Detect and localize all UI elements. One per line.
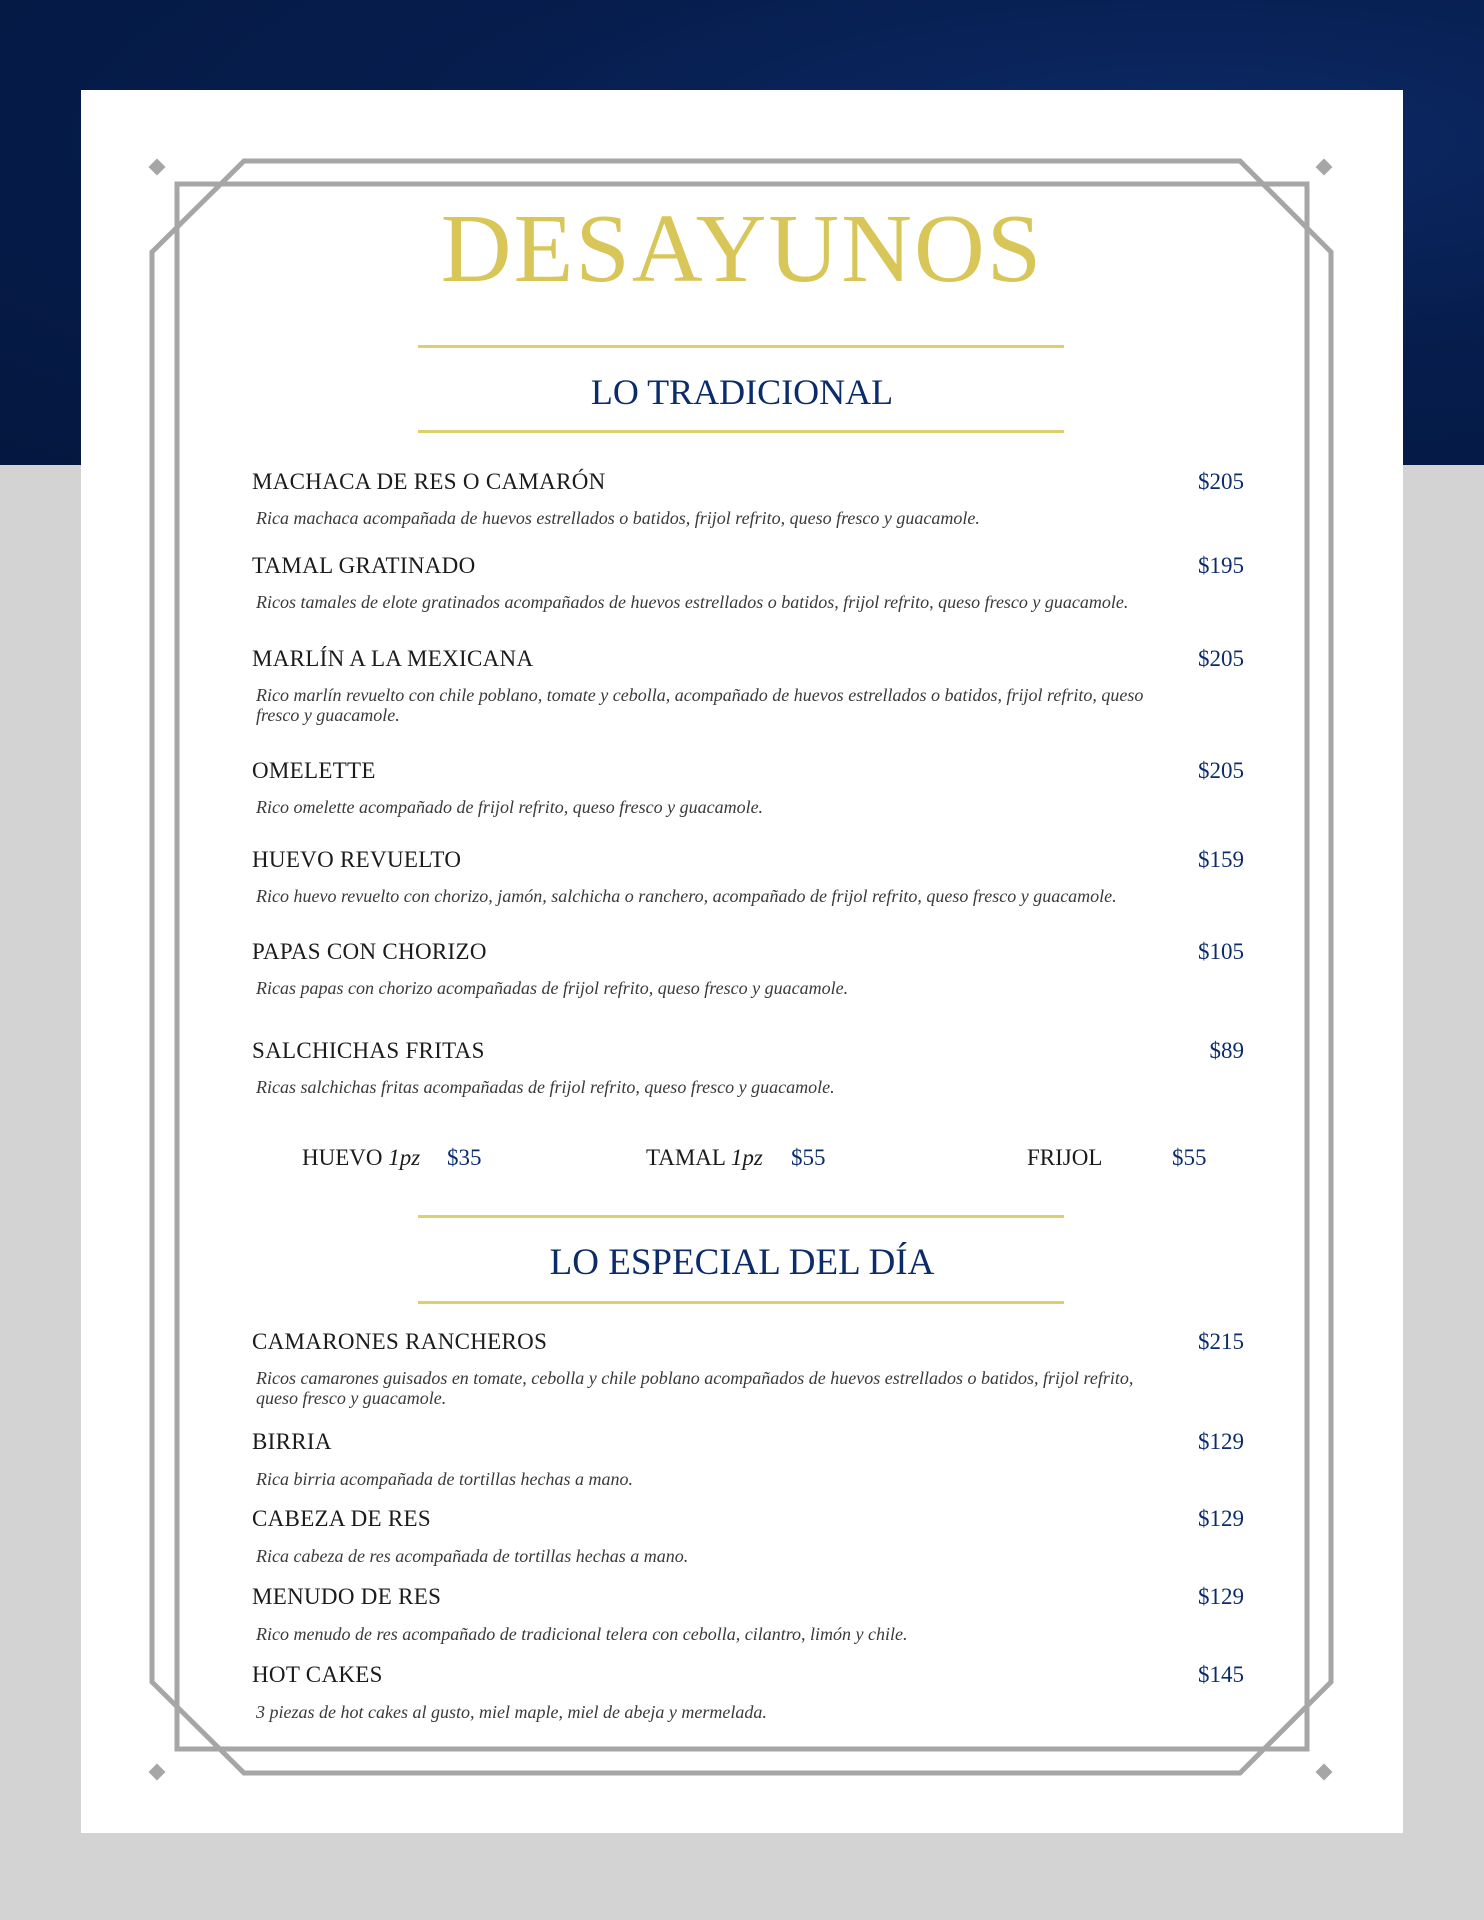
menu-item-price: $205 [1198, 646, 1244, 671]
menu-item-price: $129 [1198, 1506, 1244, 1531]
menu-item-description: Rico marlín revuelto con chile poblano, tomate y cebolla, acompañado de huevos estrellados o batidos, frijol refrito, queso fresco y guacamole. [256, 685, 1144, 725]
section-title-especial: LO ESPECIAL DEL DÍA [549, 1242, 935, 1283]
extra-item-price: $35 [447, 1145, 482, 1170]
gold-divider [418, 1215, 1064, 1218]
menu-item-price: $215 [1198, 1329, 1244, 1354]
gold-divider [418, 1301, 1064, 1304]
menu-item-description: Rica birria acompañada de tortillas hechas a mano. [256, 1469, 633, 1489]
menu-item-price: $105 [1198, 939, 1244, 964]
menu-title: DESAYUNOS [440, 195, 1044, 303]
menu-item-description: Rico huevo revuelto con chorizo, jamón, salchicha o ranchero, acompañado de frijol refrito, queso fresco y guacamole. [256, 886, 1117, 906]
menu-item-name: MENUDO DE RES [252, 1584, 442, 1609]
gold-divider [418, 430, 1064, 433]
section-title-tradicional: LO TRADICIONAL [590, 372, 894, 412]
menu-item-price: $145 [1198, 1662, 1244, 1687]
menu-item-description: Rico omelette acompañado de frijol refrito, queso fresco y guacamole. [256, 797, 764, 817]
extra-item-price: $55 [1172, 1145, 1207, 1170]
menu-item-name: OMELETTE [252, 758, 376, 783]
menu-item-price: $89 [1209, 1038, 1244, 1063]
menu-item-name: HOT CAKES [252, 1662, 383, 1687]
menu-item-price: $129 [1198, 1429, 1244, 1454]
menu-item-description: Rico menudo de res acompañado de tradicional telera con cebolla, cilantro, limón y chile. [256, 1624, 908, 1644]
menu-item-name: CABEZA DE RES [252, 1506, 431, 1531]
menu-item-name: TAMAL GRATINADO [252, 553, 476, 578]
menu-item-price: $195 [1198, 553, 1244, 578]
menu-item-name: BIRRIA [252, 1429, 332, 1454]
menu-item-description: Ricas salchichas fritas acompañadas de frijol refrito, queso fresco y guacamole. [256, 1077, 835, 1097]
menu-item-price: $129 [1198, 1584, 1244, 1609]
extra-item-name: HUEVO [302, 1145, 383, 1170]
menu-item-name: MACHACA DE RES O CAMARÓN [252, 469, 606, 494]
extra-item-qty: 1pz [730, 1145, 763, 1170]
extra-item-name: TAMAL [646, 1145, 726, 1170]
menu-item-description: Rica cabeza de res acompañada de tortillas hechas a mano. [256, 1546, 689, 1566]
extra-item [1027, 1146, 1102, 1169]
extra-item-price: $55 [791, 1145, 826, 1170]
extra-item [646, 1146, 763, 1169]
menu-item-description: Ricos tamales de elote gratinados acompañados de huevos estrellados o batidos, frijol refrito, queso fresco y guacamole. [256, 592, 1129, 612]
menu-item-price: $205 [1198, 469, 1244, 494]
extra-item-qty: 1pz [388, 1145, 421, 1170]
gold-divider [418, 345, 1064, 348]
menu-item-price: $159 [1198, 847, 1244, 872]
menu-item-name: SALCHICHAS FRITAS [252, 1038, 485, 1063]
extra-item [302, 1146, 420, 1169]
extra-item-name: FRIJOL [1027, 1145, 1103, 1170]
menu-item-description: Rica machaca acompañada de huevos estrellados o batidos, frijol refrito, queso fresco y guacamole. [256, 508, 980, 528]
menu-item-name: PAPAS CON CHORIZO [252, 939, 487, 964]
menu-item-description: Ricos camarones guisados en tomate, cebolla y chile poblano acompañados de huevos estrellados o batidos, frijol refrito, queso fresco y guacamole. [256, 1368, 1134, 1408]
menu-item-price: $205 [1198, 758, 1244, 783]
menu-item-description: 3 piezas de hot cakes al gusto, miel maple, miel de abeja y mermelada. [256, 1702, 767, 1722]
menu-item-name: HUEVO REVUELTO [252, 847, 462, 872]
menu-item-name: MARLÍN A LA MEXICANA [252, 646, 534, 671]
menu-item-description: Ricas papas con chorizo acompañadas de frijol refrito, queso fresco y guacamole. [256, 978, 849, 998]
menu-item-name: CAMARONES RANCHEROS [252, 1329, 548, 1354]
